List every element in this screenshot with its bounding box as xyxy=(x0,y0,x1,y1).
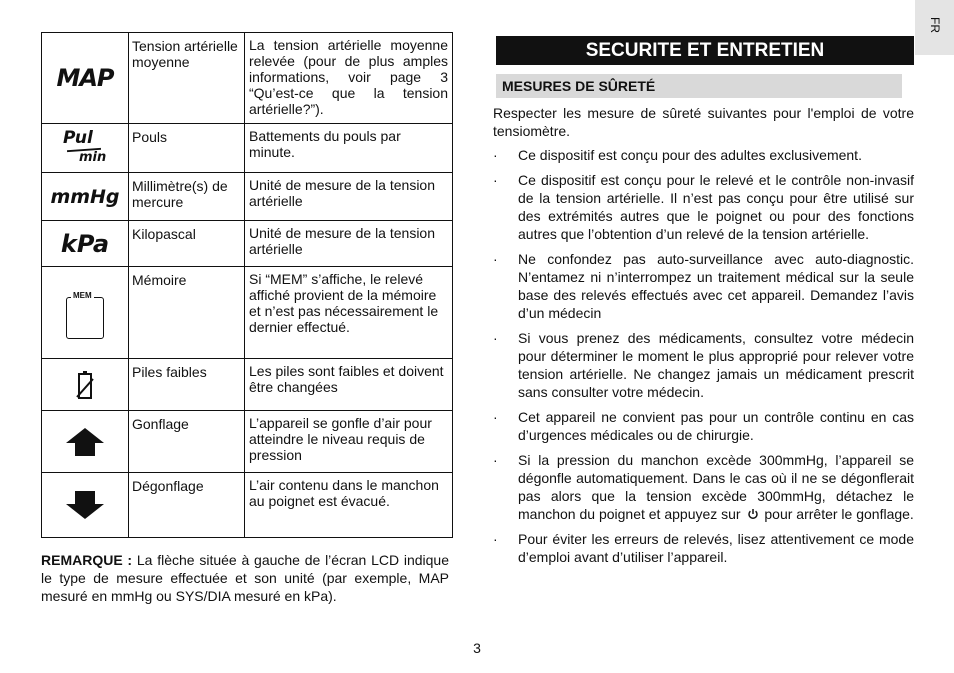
kpa-symbol-icon: kPa xyxy=(42,221,129,266)
bullet-dot: · xyxy=(493,330,498,346)
subsection-title: MESURES DE SÛRETÉ xyxy=(496,74,902,98)
memory-icon: MEM xyxy=(42,267,129,358)
list-item: · Pour éviter les erreurs de relevés, lisez attentivement ce mode d’emploi avant d’utiliser l’appareil. xyxy=(493,531,914,565)
table-row xyxy=(42,267,452,359)
list-item: · Ce dispositif est conçu pour le relevé et le contrôle non-invasif de la tension artérielle. Il n’est pas conçu pour être utilisé sur des extrémités autres que le poignet ou pour des fonctions autres que l’obtention d’un relevé de la tension artérielle. xyxy=(493,172,914,242)
list-item: · Si vous prenez des médicaments, consultez votre médecin pour déterminer le moment le plus approprié pour relever votre tension artérielle. Ne changez jamais un médicament prescrit sans consulter votre médecin. xyxy=(493,330,914,400)
row-name: Tension artérielle moyenne xyxy=(129,33,245,123)
bullet-dot: · xyxy=(493,531,498,547)
list-item: · Cet appareil ne convient pas pour un contrôle continu en cas d’urgences médicales ou de chirurgie. xyxy=(493,409,914,443)
row-desc: Les piles sont faibles et doivent être changées xyxy=(249,363,444,395)
pulse-per-minute-icon: Pul min xyxy=(42,124,129,172)
table-row xyxy=(42,173,452,221)
table-row xyxy=(42,359,452,411)
row-name: Dégonflage xyxy=(129,473,245,537)
table-row xyxy=(42,473,452,537)
language-tab-label: FR xyxy=(928,17,942,33)
deflate-arrow-down-icon xyxy=(42,473,129,537)
map-symbol-icon: MAP xyxy=(42,33,129,123)
row-desc: L’air contenu dans le manchon au poignet est évacué. xyxy=(249,477,439,509)
bullet-dot: · xyxy=(493,452,498,468)
table-row xyxy=(42,124,452,173)
list-item: · Ne confondez pas auto-surveillance avec auto-diagnostic. N’entamez ni n’interrompez un traitement médical sur la seule base des relevés effectués avec cet appareil. Demandez l’avis d’un médecin xyxy=(493,251,914,321)
remark-text: La flèche située à gauche de l’écran LCD indique le type de mesure effectuée et son unité (par exemple, MAP mesuré en mmHg ou SYS/DIA mesuré en kPa). xyxy=(41,552,449,604)
language-tab xyxy=(915,0,954,55)
row-desc: La tension artérielle moyenne relevée (pour de plus amples informations, voir page 3 “Qu’est-ce que la tension artérielle?”). xyxy=(249,37,448,117)
power-icon xyxy=(747,508,759,520)
table-row xyxy=(42,33,452,124)
page-number: 3 xyxy=(473,640,481,656)
row-name: Mémoire xyxy=(129,267,245,358)
inflate-arrow-up-icon xyxy=(42,411,129,472)
low-battery-icon xyxy=(42,359,129,410)
table-row xyxy=(42,221,452,267)
row-name: Millimètre(s) de mercure xyxy=(129,173,245,220)
row-desc: L’appareil se gonfle d’air pour atteindre le niveau requis de pression xyxy=(249,415,432,463)
section-title: SECURITE ET ENTRETIEN xyxy=(496,36,914,65)
bullet-dot: · xyxy=(493,251,498,267)
safety-list xyxy=(493,146,914,573)
symbol-table xyxy=(41,32,453,538)
list-item: · Si la pression du manchon excède 300mmHg, l’appareil se dégonfle automatiquement. Dans le cas où il ne se dégonflerait pas alors que la tension excède 300mmHg, détachez le manchon du poignet et appuyez sur pour arrêter le gonflage. xyxy=(493,452,914,522)
row-name: Pouls xyxy=(129,124,245,172)
mmhg-symbol-icon: mmHg xyxy=(42,173,129,220)
row-desc: Unité de mesure de la tension artérielle xyxy=(249,225,435,257)
bullet-dot: · xyxy=(493,172,498,188)
remark-label: REMARQUE : xyxy=(41,552,133,568)
intro-paragraph: Respecter les mesure de sûreté suivantes pour l'emploi de votre tensiomètre. xyxy=(493,105,914,139)
row-desc: Si “MEM” s’affiche, le relevé affiché provient de la mémoire et n’est pas nécessairement le dernier effectué. xyxy=(249,271,439,335)
row-name: Piles faibles xyxy=(129,359,245,410)
row-name: Gonflage xyxy=(129,411,245,472)
remark-note xyxy=(41,551,449,605)
row-name: Kilopascal xyxy=(129,221,245,266)
table-row xyxy=(42,411,452,473)
list-item: · Ce dispositif est conçu pour des adultes exclusivement. xyxy=(493,147,862,163)
row-desc: Battements du pouls par minute. xyxy=(249,128,401,160)
bullet-dot: · xyxy=(493,147,498,163)
row-desc: Unité de mesure de la tension artérielle xyxy=(249,177,435,209)
bullet-dot: · xyxy=(493,409,498,425)
